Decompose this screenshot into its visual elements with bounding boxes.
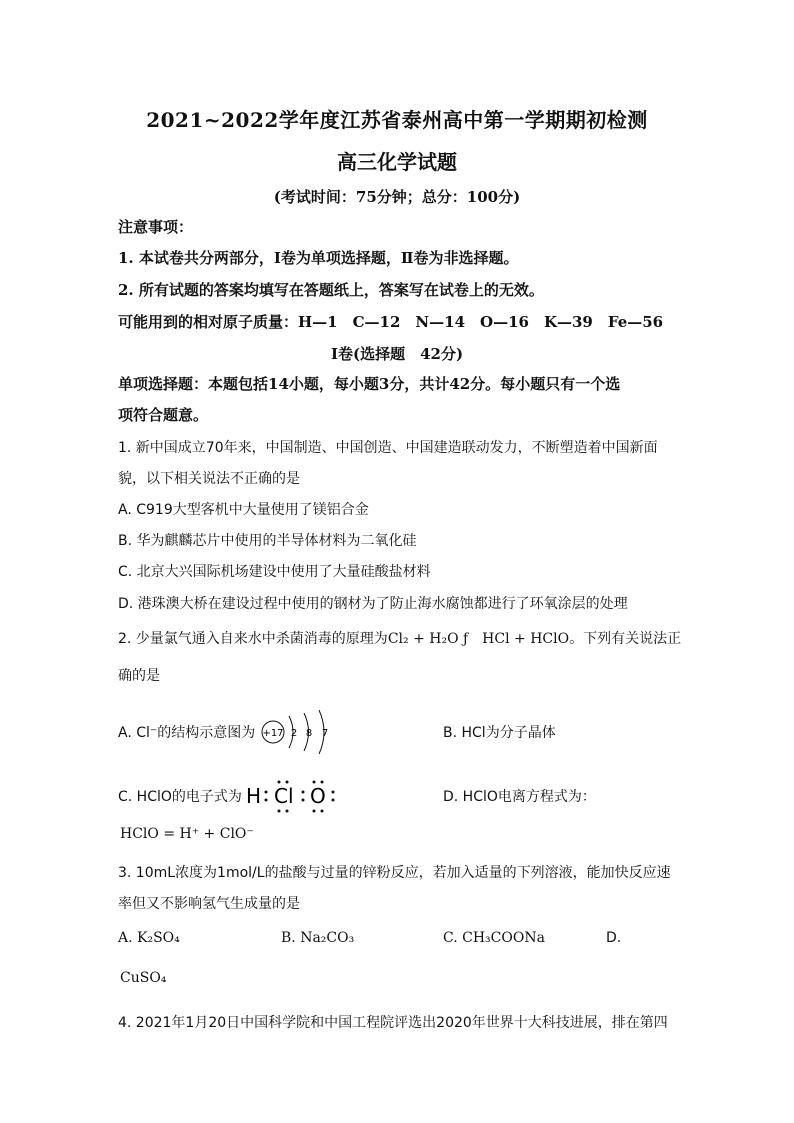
q1-option-c: C. 北京大兴国际机场建设中使用了大量硅酸盐材料	[118, 564, 431, 580]
q1-option-b: B. 华为麒麟芯片中使用的半导体材料为二氧化硅	[118, 533, 417, 549]
exam-time: (考试时间：75分钟；总分：100分)	[273, 188, 521, 206]
q2-stem-prefix: 2. 少量氯气通入自来水中杀菌消毒的原理为	[118, 631, 388, 647]
lewis-cl-label: Cl	[273, 784, 294, 808]
q3-stem-line2: 率但又不影响氢气生成量的是	[118, 896, 300, 912]
notes-item-2: 2. 所有试题的答案均填写在答题纸上，答案写在试卷上的无效。	[118, 281, 544, 299]
q3-option-d-value: CuSO₄	[120, 970, 167, 986]
q3-stem-line1: 3. 10mL浓度为1mol/L的盐酸与过量的锌粉反应，若加入适量的下列溶液，能加快反应速	[118, 865, 671, 881]
lewis-o-label: O	[309, 784, 326, 808]
atom-nucleus-label: +17	[262, 728, 284, 739]
exam-title: 2021~2022学年度江苏省泰州高中第一学期期初检测	[146, 108, 648, 132]
q3-option-a-text: A. K₂SO₄	[118, 930, 180, 946]
q2-stem-line1	[118, 628, 681, 648]
atom-shell-3-label: 7	[322, 728, 329, 739]
chloride-ion-structure-diagram	[259, 710, 339, 754]
exam-subtitle: 高三化学试题	[337, 150, 457, 174]
q2-stem-line2: 确的是	[118, 668, 160, 684]
q1-stem-line1: 1. 新中国成立70年来，中国制造、中国创造、中国建造联动发力，不断塑造着中国新面	[118, 440, 658, 456]
q1-option-a: A. C919大型客机中大量使用了镁铝合金	[118, 502, 369, 518]
q3-option-c	[443, 930, 545, 946]
q2-option-c-text: C. HClO的电子式为	[118, 789, 242, 805]
hclo-lewis-structure	[244, 778, 354, 814]
q4-stem-line1: 4. 2021年1月20日中国科学院和中国工程院评选出2020年世界十大科技进展，排在第四	[118, 1015, 668, 1031]
q2-option-a	[118, 710, 339, 754]
q2-option-d: D. HClO电离方程式为：	[443, 789, 596, 805]
q2-option-c	[118, 778, 354, 814]
q3-option-b-text: B. Na₂CO₃	[281, 930, 355, 946]
q3-option-b	[281, 930, 354, 946]
q2-option-a-text: A. Cl⁻的结构示意图为	[118, 725, 256, 741]
section-instruction-line1: 单项选择题：本题包括14小题，每小题3分，共计42分。每小题只有一个选	[118, 375, 621, 393]
q3-option-c-text: C. CH₃COONa	[443, 930, 545, 946]
q3-option-d: D.	[606, 930, 622, 946]
q2-option-d-equation: HClO = H⁺ + ClO⁻	[120, 826, 254, 842]
q3-option-a	[118, 930, 180, 946]
atomic-masses: 可能用到的相对原子质量：H—1 C—12 N—14 O—16 K—39 Fe—56	[118, 313, 664, 331]
q2-stem-suffix: 。下列有关说法正	[569, 631, 682, 647]
q2-stem-equation: Cl₂ + H₂O ƒ HCl + HClO	[387, 631, 570, 647]
atom-shell-2-label: 8	[306, 728, 313, 739]
notes-heading: 注意事项：	[118, 218, 194, 236]
section-instruction-line2: 项符合题意。	[118, 406, 209, 424]
section-heading: Ⅰ卷(选择题 42分)	[330, 345, 464, 363]
lewis-h-label: H	[245, 784, 261, 808]
atom-shell-1-label: 2	[291, 728, 298, 739]
notes-item-1: 1. 本试卷共分两部分，Ⅰ卷为单项选择题，Ⅱ卷为非选择题。	[118, 249, 519, 267]
q2-option-b: B. HCl为分子晶体	[443, 725, 556, 741]
q1-stem-line2: 貌，以下相关说法不正确的是	[118, 471, 300, 487]
q1-option-d: D. 港珠澳大桥在建设过程中使用的钢材为了防止海水腐蚀都进行了环氧涂层的处理	[118, 596, 628, 612]
